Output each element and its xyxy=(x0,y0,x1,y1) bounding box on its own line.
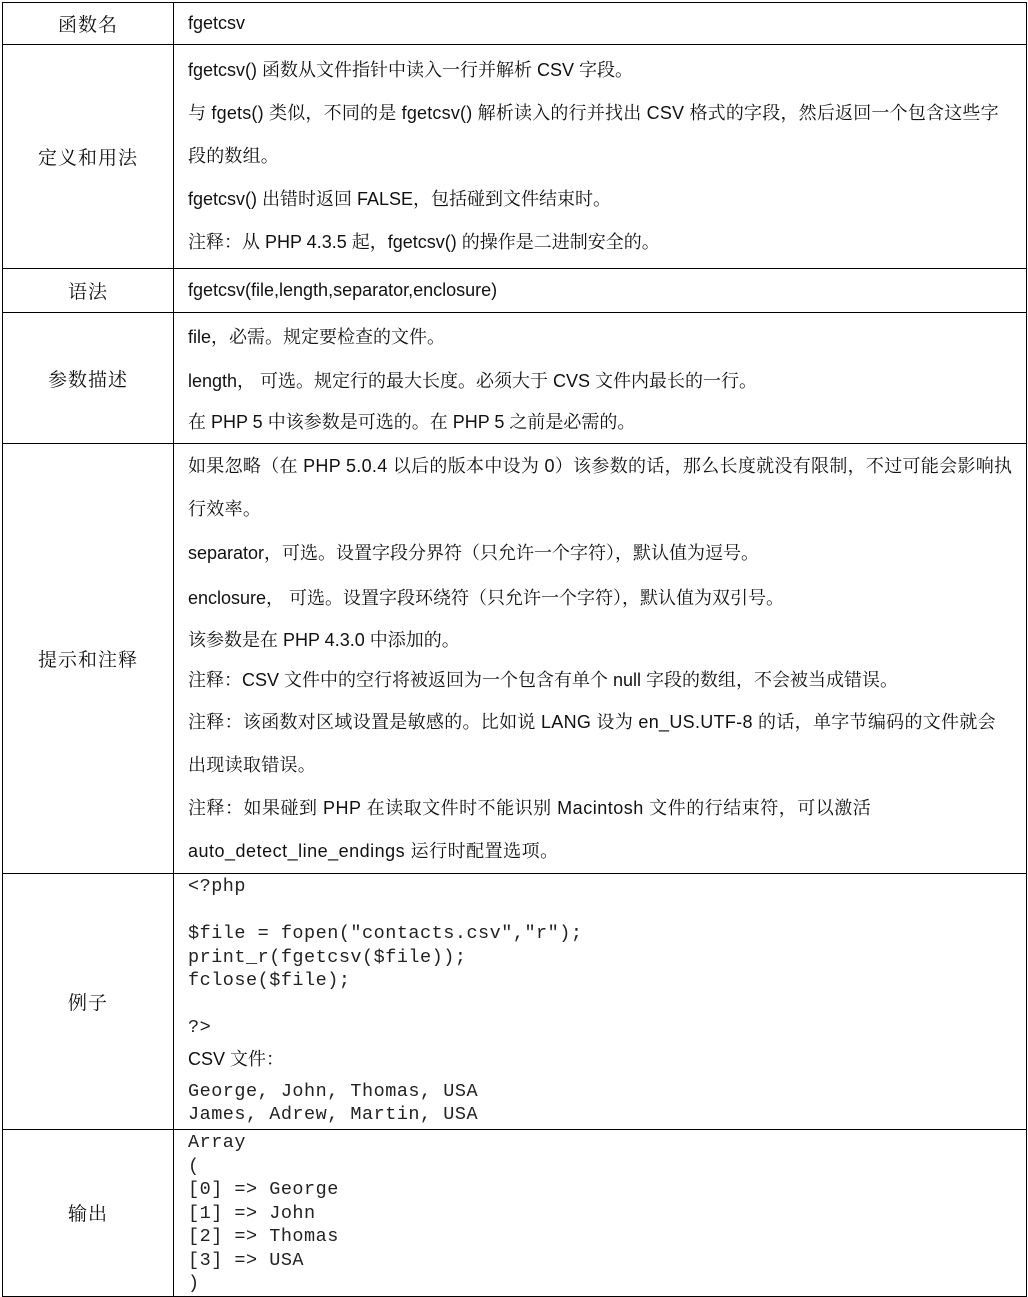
row-params xyxy=(3,313,1027,444)
params-label: 参数描述 xyxy=(3,313,174,444)
example-label: 例子 xyxy=(3,874,174,1130)
function-reference-table xyxy=(2,2,1027,1297)
definition-label: 定义和用法 xyxy=(3,45,174,269)
note-line: enclosure， 可选。设置字段环绕符（只允许一个字符），默认值为双引号。 xyxy=(188,588,785,608)
function-name-value: fgetcsv xyxy=(188,13,246,33)
output-line: [2] => Thomas xyxy=(188,1226,339,1247)
output-line: ( xyxy=(188,1155,200,1177)
definition-line: fgetcsv() 函数从文件指针中读入一行并解析 CSV 字段。 xyxy=(188,60,634,80)
output-line: [0] => George xyxy=(188,1179,339,1200)
note-line: 注释：该函数对区域设置是敏感的。比如说 LANG 设为 en_US.UTF-8 的话，单字节编码的文件就会出现读取错误。 xyxy=(188,712,996,775)
code-line: <?php xyxy=(188,876,247,897)
note-line: 注释：CSV 文件中的空行将被返回为一个包含有单个 null 字段的数组，不会被当成错误。 xyxy=(188,670,899,690)
note-line: separator，可选。设置字段分界符（只允许一个字符），默认值为逗号。 xyxy=(188,543,760,563)
code-line: print_r(fgetcsv($file)); xyxy=(188,946,467,968)
output-line: Array xyxy=(188,1132,247,1153)
function-name-label: 函数名 xyxy=(3,3,174,45)
notes-label: 提示和注释 xyxy=(3,444,174,874)
note-line: 该参数是在 PHP 4.3.0 中添加的。 xyxy=(188,630,460,650)
row-notes xyxy=(3,444,1027,874)
note-line: 如果忽略（在 PHP 5.0.4 以后的版本中设为 0）该参数的话，那么长度就没有限制，不过可能会影响执行效率。 xyxy=(188,456,1013,519)
param-line: 在 PHP 5 中该参数是可选的。在 PHP 5 之前是必需的。 xyxy=(188,412,636,432)
code-line: $file = fopen("contacts.csv","r"); xyxy=(188,923,583,944)
row-function-name xyxy=(3,3,1027,45)
definition-line: fgetcsv() 出错时返回 FALSE，包括碰到文件结束时。 xyxy=(188,189,612,209)
row-syntax xyxy=(3,269,1027,313)
csv-line: James, Adrew, Martin, USA xyxy=(188,1104,479,1125)
output-line: [3] => USA xyxy=(188,1249,305,1271)
row-definition xyxy=(3,45,1027,269)
csv-line: George, John, Thomas, USA xyxy=(188,1080,479,1102)
output-line: ) xyxy=(188,1273,200,1294)
param-line: file，必需。规定要检查的文件。 xyxy=(188,327,446,347)
code-line xyxy=(188,899,1014,923)
note-line: 注释：如果碰到 PHP 在读取文件时不能识别 Macintosh 文件的行结束符，可以激活 auto_detect_line_endings 运行时配置选项。 xyxy=(188,798,872,861)
output-label: 输出 xyxy=(3,1130,174,1297)
definition-line: 注释：从 PHP 4.3.5 起，fgetcsv() 的操作是二进制安全的。 xyxy=(188,232,660,252)
row-example xyxy=(3,874,1027,1130)
row-output xyxy=(3,1130,1027,1297)
code-line: fclose($file); xyxy=(188,970,351,991)
syntax-value: fgetcsv(file,length,separator,enclosure) xyxy=(188,280,498,300)
syntax-label: 语法 xyxy=(3,269,174,313)
csv-file-label: CSV 文件： xyxy=(188,1048,285,1069)
output-line: [1] => John xyxy=(188,1202,316,1224)
param-line: length， 可选。规定行的最大长度。必须大于 CVS 文件内最长的一行。 xyxy=(188,371,758,391)
code-line: ?> xyxy=(188,1017,212,1038)
code-line xyxy=(188,993,1014,1017)
definition-line: 与 fgets() 类似，不同的是 fgetcsv() 解析读入的行并找出 CSV 格式的字段，然后返回一个包含这些字段的数组。 xyxy=(188,103,999,166)
